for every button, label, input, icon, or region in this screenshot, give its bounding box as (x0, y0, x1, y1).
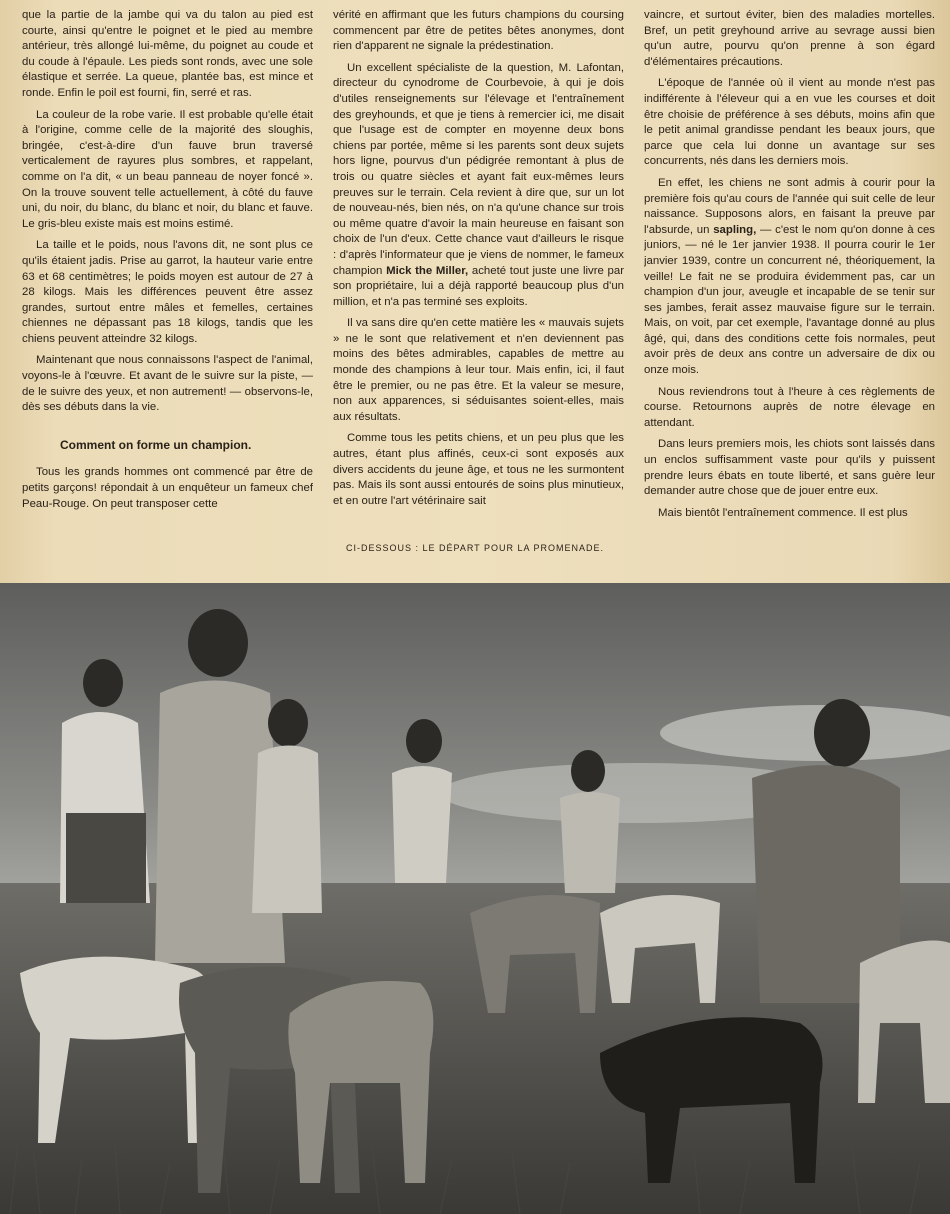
paragraph: Nous reviendrons tout à l'heure à ces règlements de course. Retournons auprès de notre élevage en attendant. (644, 385, 935, 429)
column-3 (644, 8, 935, 528)
paragraph: La couleur de la robe varie. Il est probable qu'elle était à l'origine, comme celle de la majorité des sloughis, bringée, c'est-à-dire d'un fauve brun traversé verticalement de rayures plus sombres, et rappelant, comme on l'a dit, « un beau panneau de noyer foncé ». On la trouve souvent telle actuellement, à côté du fauve uni, du noir, du blanc, du blanc et noir, du blanc et fauve. Le gris-bleu existe mais est moins estimé. (22, 108, 313, 230)
paragraph (333, 61, 624, 311)
text-run: acheté tout juste une livre par son propriétaire, lui a déjà rapporté beaucoup plus d'un million, et n'a pas terminé ses exploits. (333, 264, 624, 308)
article-text (22, 8, 936, 528)
paragraph: vaincre, et surtout éviter, bien des maladies mortelles. Bref, un petit greyhound arrive au sevrage aussi bien qu'un autre, pourvu qu'on prenne à son égard d'élémentaires précautions. (644, 9, 935, 68)
paragraph: Il va sans dire qu'en cette matière les « mauvais sujets » ne le sont que relativement et n'en deviennent pas moins des bêtes admirables, capables de mettre au monde des champions à leur tour. Mais enfin, ici, il faut être le premier, ou ne pas être. Et la valeur se mesure, non aux apparences, si séduisantes soient-elles, mais aux résultats. (333, 317, 624, 423)
column-2 (333, 8, 624, 528)
paragraph (644, 176, 935, 379)
paragraph: L'époque de l'année où il vient au monde n'est pas indifférente à l'éleveur qui a en vue les courses et doit être choisie de préférence à ses débuts, moins afin que le petit animal grandisse pendant les beaux jours, que parce que cela lui donne un avantage sur ses concurrents, nés dans les derniers mois. (644, 77, 935, 168)
paragraph: Mais bientôt l'entraînement commence. Il est plus (658, 506, 908, 519)
bold-name: Mick the Miller, (386, 264, 469, 277)
column-1 (22, 8, 313, 528)
paragraph: Tous les grands hommes ont commencé par être de petits garçons! répondait à un enquêteur un fameux chef Peau-Rouge. On peut transposer cette (22, 466, 313, 510)
paragraph: Dans leurs premiers mois, les chiots sont laissés dans un enclos suffisamment vaste pour qu'ils y puissent prendre leurs ébats en toute liberté, et sans guère leur demander autre chose que de jouer entre eux. (644, 438, 935, 498)
photograph (0, 583, 950, 1214)
paragraph: La taille et le poids, nous l'avons dit, ne sont plus ce qu'ils étaient jadis. Prise au garrot, la hauteur varie entre 63 et 68 centimètres; le poids moyen est autour de 27 à 28 kilogs. Mais les différences peuvent être assez grandes, surtout entre mâles et femelles, certaines chiennes ne dépassant pas 18 kilogs, tandis que les chiens peuvent atteindre 32 kilogs. (22, 239, 313, 345)
paragraph: Maintenant que nous connaissons l'aspect de l'animal, voyons-le à l'œuvre. Et avant de le suivre sur la piste, — de le suivre des yeux, et non autrement! — observons-le, dès ses débuts dans la vie. (22, 354, 313, 414)
text-run: — c'est le nom qu'on donne à ces juniors, — né le 1er janvier 1938. Il pourra courir le 1er janvier 1939, contre un concurrent né, théoriquement, la veille! Le fait ne se produira évidemment pas, car un champion d'un jour, aveugle et incapable de se tenir sur ses jambes, ferait assez mauvaise figure sur le terrain. Mais, on voit, par cet exemple, l'avantage donné au plus âgé, qui, dans des conditions cette fois normales, peut avoir près de deux ans contre un adversaire de dix ou onze mois. (644, 223, 935, 377)
text-run: Un excellent spécialiste de la question, M. Lafontan, directeur du cynodrome de Courbevoie, à qui je dois d'utiles renseignements sur l'élevage et l'entraînement des greyhounds, et que je tiens à remercier ici, me disait que l'usage est de compter en moyenne deux bons chiens par portée, même si les parents sont deux sujets hors ligne, pourvus d'un pédigrée remontant à plus de trois ou quatre siècles et ayant fait eux-mêmes leurs preuves sur le terrain. Cela revient à dire que, sur un lot de nouveau-nés, bien nés, on n'a qu'une chance sur trois ou même quatre d'avoir la main heureuse en faisant son choix de l'un d'eux. Cette chance vaut d'ailleurs le risque : d'après l'informateur que je viens de nommer, le fameux champion (333, 61, 624, 277)
paragraph: vérité en affirmant que les futurs champions du coursing commencent par être de petites bêtes anonymes, dont rien d'apparent ne signale la prédestination. (333, 9, 624, 53)
paragraph: que la partie de la jambe qui va du talon au pied est courte, ainsi qu'entre le poignet et le pied au membre antérieur, très allongé lui-même, du poignet au coude et du coude à l'épaule. Les pieds sont ronds, avec une sole élastique et serrée. La queue, plantée bas, est mince et ronde. Enfin le poil est fourni, fin, serré et ras. (22, 9, 313, 99)
photo-caption: CI-DESSOUS : LE DÉPART POUR LA PROMENADE. (345, 543, 605, 553)
photo-illustration (0, 583, 950, 1214)
text-run: En effet, les chiens ne sont admis à courir pour la première fois qu'au cours de l'année qui suit celle de leur naissance. Supposons alors, en faisant la preuve par l'absurde, un (644, 176, 935, 236)
bold-term: sapling, (713, 223, 757, 236)
paragraph: Comme tous les petits chiens, et un peu plus que les autres, étant plus affinés, ceux-ci sont exposés aux divers accidents du jeune âge, et tous ne les surmontent pas. Mais ils sont aussi entourés de soins plus minutieux, et en outre l'art vétérinaire sait (333, 432, 624, 507)
section-heading: Comment on forme un champion. (60, 437, 252, 452)
